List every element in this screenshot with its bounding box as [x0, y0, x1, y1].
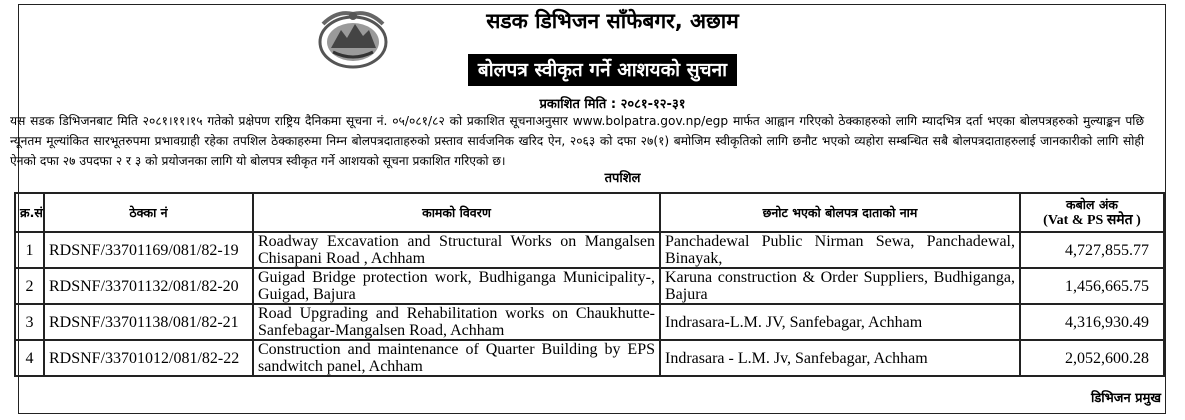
cell-bidder-name: Indrasara-L.M. JV, Sanfebagar, Achham	[660, 304, 1020, 340]
table-header-row	[15, 193, 1164, 232]
header-bid-amount	[1020, 193, 1164, 232]
cell-sn: 3	[15, 304, 44, 340]
signoff: डिभिजन प्रमुख	[1090, 391, 1161, 406]
cell-contract-no: RDSNF/33701012/081/82-22	[44, 340, 253, 376]
table-row	[15, 232, 1164, 268]
contracts-table	[14, 192, 1165, 377]
notice-paragraph: यस सडक डिभिजनबाट मिति २०८१।११।१५ गतेको प्रक्षेपण राष्ट्रिय दैनिकमा सूचना नं. ०५/०८१/८२ को प्रकाशित सूचनाअनुसार www.bolpatra.gov.np/egp मार्फत आह्वान गरिएको ठेक्काहरुको लागि म्यादभित्र दर्ता भएका बोलपत्रहरुको मुल्याङ्कन पछि न्यूनतम मूल्यांकित सारभूतरुपमा प्रभावग्राही रहेका तपशिल ठेक्काहरुमा निम्न बोलपत्रदाताहरुको प्रस्ताव सार्वजनिक खरिद ऐन, २०६३ को दफा २७(१) बमोजिम स्वीकृतिको लागि छनौट भएको व्यहोरा सम्बन्धित सबै बोलपत्रदाताहरुलाई जानकारीको लागि सोही ऐनको दफा २७ उपदफा २ र ३ को प्रयोजनका लागि यो बोलपत्र स्वीकृत गर्ने आशयको सूचना प्रकाशित गरिएको छ।	[10, 114, 1144, 168]
table-row	[15, 268, 1164, 304]
cell-sn: 1	[15, 232, 44, 268]
cell-work-description: Road Upgrading and Rehabilitation works on Chaukhutte-Sanfebagar-Mangalsen Road, Achham	[253, 304, 660, 340]
header-bidder-name: छनोट भएको बोलपत्र दाताको नाम	[660, 193, 1020, 232]
cell-bid-amount: 1,456,665.75	[1020, 268, 1164, 304]
header-contract-no: ठेक्का नं	[44, 193, 253, 232]
header-amount-line1: कबोल अंक	[1066, 196, 1118, 212]
header-work-description: कामको विवरण	[253, 193, 660, 232]
cell-bidder-name: Karuna construction & Order Suppliers, Budhiganga, Bajura	[660, 268, 1020, 304]
cell-bidder-name: Panchadewal Public Nirman Sewa, Panchadewal, Binayak,	[660, 232, 1020, 268]
header-sn: क्र.सं	[15, 193, 44, 232]
cell-bidder-name: Indrasara - L.M. Jv, Sanfebagar, Achham	[660, 340, 1020, 376]
cell-work-description: Roadway Excavation and Structural Works on Mangalsen Chisapani Road , Achham	[253, 232, 660, 268]
table-row	[15, 304, 1164, 340]
cell-work-description: Construction and maintenance of Quarter Building by EPS sandwitch panel, Achham	[253, 340, 660, 376]
office-name: सडक डिभिजन साँफेबगर, अछाम	[486, 9, 739, 33]
cell-sn: 4	[15, 340, 44, 376]
published-date: प्रकाशित मिति : २०८१-१२-३१	[539, 97, 686, 112]
schedule-label: तपशिल	[604, 171, 641, 186]
cell-work-description: Guigad Bridge protection work, Budhiganga Municipality-, Guigad, Bajura	[253, 268, 660, 304]
cell-bid-amount: 4,316,930.49	[1020, 304, 1164, 340]
notice-title: बोलपत्र स्वीकृत गर्ने आशयको सुचना	[468, 54, 737, 86]
cell-contract-no: RDSNF/33701138/081/82-21	[44, 304, 253, 340]
cell-bid-amount: 4,727,855.77	[1020, 232, 1164, 268]
cell-contract-no: RDSNF/33701132/081/82-20	[44, 268, 253, 304]
cell-contract-no: RDSNF/33701169/081/82-19	[44, 232, 253, 268]
cell-sn: 2	[15, 268, 44, 304]
table-row	[15, 340, 1164, 376]
cell-bid-amount: 2,052,600.28	[1020, 340, 1164, 376]
header-amount-line2: (Vat & PS समेत )	[1043, 212, 1141, 228]
